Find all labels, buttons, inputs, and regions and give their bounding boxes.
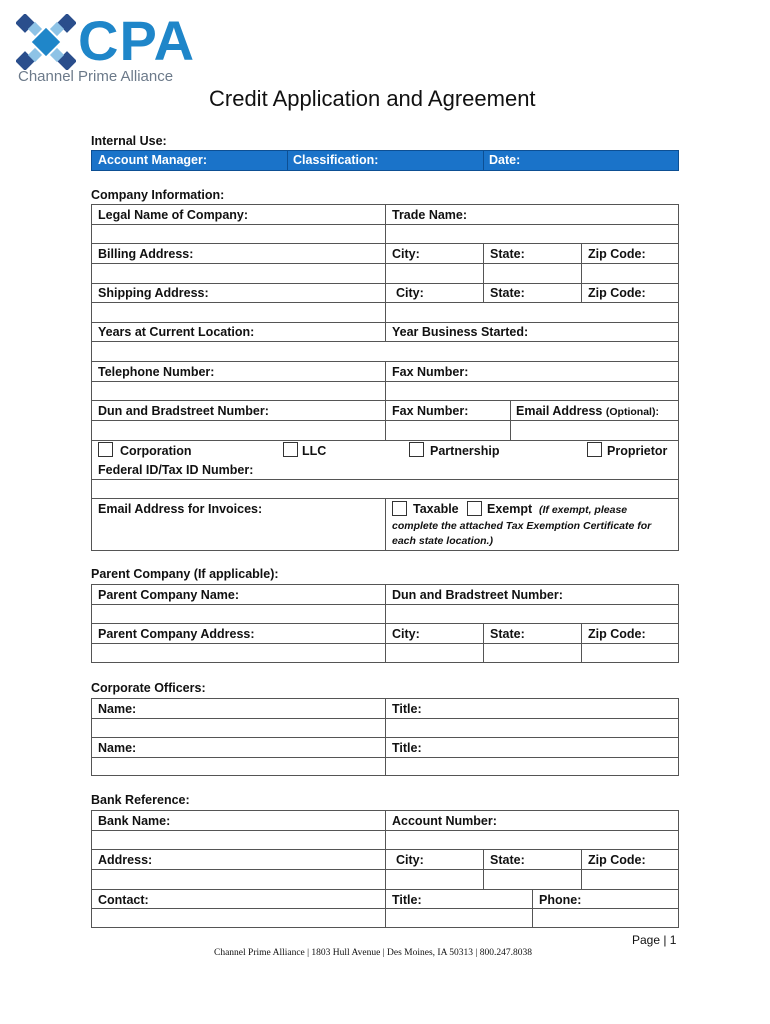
llc-label: LLC xyxy=(302,444,327,458)
exempt-checkbox[interactable] xyxy=(467,501,482,516)
billing-state-label: State: xyxy=(490,247,525,261)
parent-zip-label: Zip Code: xyxy=(588,627,646,641)
exempt-note-line2: complete the attached Tax Exemption Certificate for xyxy=(392,520,652,532)
bank-state-label: State: xyxy=(490,853,525,867)
bank-city-label: City: xyxy=(396,853,424,867)
partnership-label: Partnership xyxy=(430,444,500,458)
bank-phone-label: Phone: xyxy=(539,893,582,907)
llc-checkbox[interactable] xyxy=(283,442,298,457)
parent-address-label: Parent Company Address: xyxy=(98,627,255,641)
parent-name-label: Parent Company Name: xyxy=(98,588,240,602)
partnership-checkbox[interactable] xyxy=(409,442,424,457)
corporation-label: Corporation xyxy=(120,444,192,458)
parent-city-label: City: xyxy=(392,627,420,641)
legal-name-label: Legal Name of Company: xyxy=(98,208,249,222)
classification-label: Classification: xyxy=(293,153,379,167)
billing-address-label: Billing Address: xyxy=(98,247,194,261)
logo-subtitle: Channel Prime Alliance xyxy=(18,68,174,85)
bank-name-label: Bank Name: xyxy=(98,814,171,828)
email-address-label: Email Address (Optional): xyxy=(516,404,659,418)
page-number: Page | 1 xyxy=(632,933,677,947)
exempt-note-line1: (If exempt, please xyxy=(539,504,628,516)
account-manager-label: Account Manager: xyxy=(98,153,208,167)
page-title: Credit Application and Agreement xyxy=(209,86,536,111)
bank-zip-label: Zip Code: xyxy=(588,853,646,867)
cpa-logo-mark-icon xyxy=(16,14,76,70)
bank-address-label: Address: xyxy=(98,853,153,867)
date-label: Date: xyxy=(489,153,521,167)
email-invoices-label: Email Address for Invoices: xyxy=(98,502,263,516)
shipping-city-label: City: xyxy=(396,286,424,300)
logo-text: CPA xyxy=(78,9,196,72)
taxable-label: Taxable xyxy=(413,502,459,516)
shipping-zip-label: Zip Code: xyxy=(588,286,646,300)
officer-title-2-label: Title: xyxy=(392,741,422,755)
company-info-heading: Company Information: xyxy=(91,188,225,202)
internal-use-heading: Internal Use: xyxy=(91,134,167,148)
corporation-checkbox[interactable] xyxy=(98,442,113,457)
billing-zip-label: Zip Code: xyxy=(588,247,646,261)
shipping-address-label: Shipping Address: xyxy=(98,286,209,300)
proprietor-label: Proprietor xyxy=(607,444,668,458)
officer-name-1-label: Name: xyxy=(98,702,137,716)
shipping-state-label: State: xyxy=(490,286,525,300)
corporate-officers-heading: Corporate Officers: xyxy=(91,681,206,695)
company-logo xyxy=(16,9,196,88)
bank-title-label: Title: xyxy=(392,893,422,907)
year-started-label: Year Business Started: xyxy=(392,325,529,339)
exempt-note-line3: each state location.) xyxy=(392,535,493,547)
bank-contact-label: Contact: xyxy=(98,893,149,907)
years-at-location-label: Years at Current Location: xyxy=(98,325,255,339)
exempt-label: Exempt xyxy=(487,502,533,516)
officer-title-1-label: Title: xyxy=(392,702,422,716)
trade-name-label: Trade Name: xyxy=(392,208,468,222)
parent-company-heading: Parent Company (If applicable): xyxy=(91,567,279,581)
parent-dun-label: Dun and Bradstreet Number: xyxy=(392,588,563,602)
account-number-label: Account Number: xyxy=(392,814,497,828)
billing-city-label: City: xyxy=(392,247,420,261)
taxable-checkbox[interactable] xyxy=(392,501,407,516)
officer-name-2-label: Name: xyxy=(98,741,137,755)
bank-reference-heading: Bank Reference: xyxy=(91,793,190,807)
fax2-label: Fax Number: xyxy=(392,404,469,418)
telephone-label: Telephone Number: xyxy=(98,365,215,379)
parent-state-label: State: xyxy=(490,627,525,641)
proprietor-checkbox[interactable] xyxy=(587,442,602,457)
fax-label: Fax Number: xyxy=(392,365,469,379)
internal-use-bar xyxy=(91,150,679,171)
federal-id-label: Federal ID/Tax ID Number: xyxy=(98,463,254,477)
footer-address: Channel Prime Alliance | 1803 Hull Avenue | Des Moines, IA 50313 | 800.247.8038 xyxy=(214,948,532,958)
dun-label: Dun and Bradstreet Number: xyxy=(98,404,269,418)
